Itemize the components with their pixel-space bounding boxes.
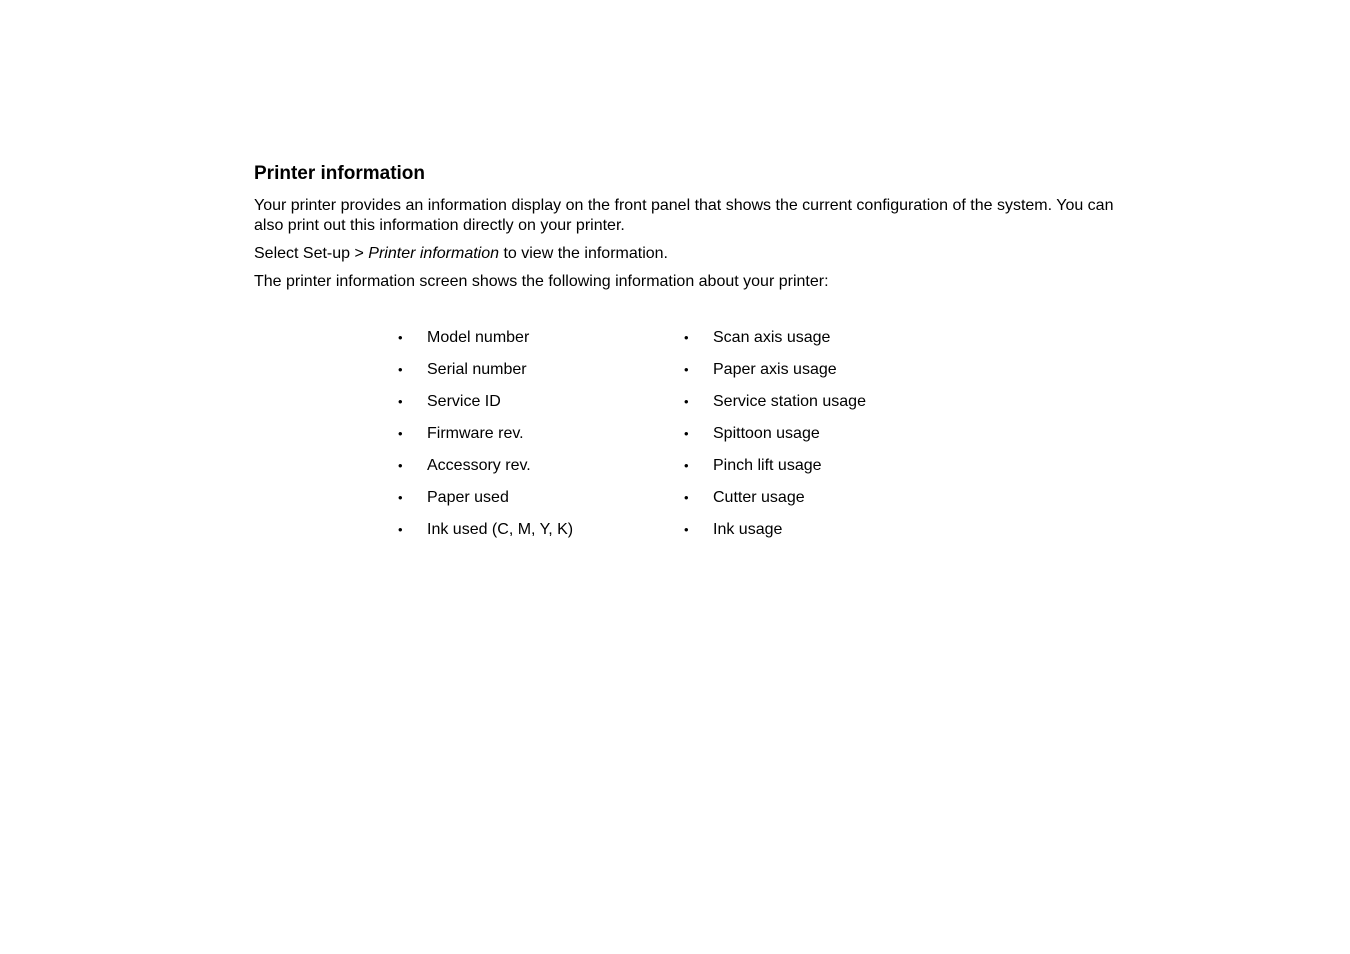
list-item <box>684 520 866 552</box>
bullet-icon: • <box>398 522 403 537</box>
list-item <box>398 424 573 456</box>
list-item <box>684 456 866 488</box>
list-item-label: Ink used (C, M, Y, K) <box>427 521 574 538</box>
list-item-label: Service ID <box>427 393 501 410</box>
list-item <box>684 488 866 520</box>
bullet-icon: • <box>398 362 403 377</box>
list-item-label: Model number <box>427 329 530 346</box>
list-item <box>398 456 573 488</box>
list-item-label: Serial number <box>427 361 527 378</box>
document-section <box>254 162 1114 292</box>
info-list-right <box>684 328 866 552</box>
menu-item-reference: Printer information <box>368 245 500 262</box>
list-item <box>398 328 573 360</box>
list-item <box>398 360 573 392</box>
list-item-label: Accessory rev. <box>427 457 531 474</box>
list-item <box>684 424 866 456</box>
bullet-icon: • <box>398 426 403 441</box>
info-list-left <box>398 328 573 552</box>
bullet-icon: • <box>398 490 403 505</box>
list-item <box>684 360 866 392</box>
bullet-icon: • <box>684 362 689 377</box>
bullet-icon: • <box>684 426 689 441</box>
list-intro-paragraph: The printer information screen shows the following information about your printer: <box>254 273 829 290</box>
instruction-paragraph <box>254 244 1114 264</box>
instruction-prefix: Select Set-up > <box>254 245 369 262</box>
list-item <box>684 392 866 424</box>
bullet-icon: • <box>398 458 403 473</box>
list-item-label: Pinch lift usage <box>713 457 822 474</box>
bullet-icon: • <box>684 490 689 505</box>
information-lists <box>0 328 1350 558</box>
list-item-label: Paper axis usage <box>713 361 837 378</box>
intro-paragraph: Your printer provides an information display on the front panel that shows the current configuration of the system. You can also print out this information directly on your printer. <box>254 197 1114 234</box>
bullet-icon: • <box>684 522 689 537</box>
instruction-suffix: to view the information. <box>499 245 668 262</box>
bullet-icon: • <box>684 330 689 345</box>
list-item-label: Cutter usage <box>713 489 805 506</box>
list-item <box>398 520 573 552</box>
bullet-icon: • <box>398 330 403 345</box>
list-item-label: Service station usage <box>713 393 866 410</box>
list-item-label: Paper used <box>427 489 509 506</box>
list-item-label: Firmware rev. <box>427 425 524 442</box>
list-item-label: Scan axis usage <box>713 329 831 346</box>
bullet-icon: • <box>398 394 403 409</box>
section-title: Printer information <box>254 163 426 184</box>
list-item <box>398 392 573 424</box>
list-item-label: Ink usage <box>713 521 783 538</box>
list-item <box>398 488 573 520</box>
list-item <box>684 328 866 360</box>
bullet-icon: • <box>684 458 689 473</box>
list-item-label: Spittoon usage <box>713 425 820 442</box>
bullet-icon: • <box>684 394 689 409</box>
